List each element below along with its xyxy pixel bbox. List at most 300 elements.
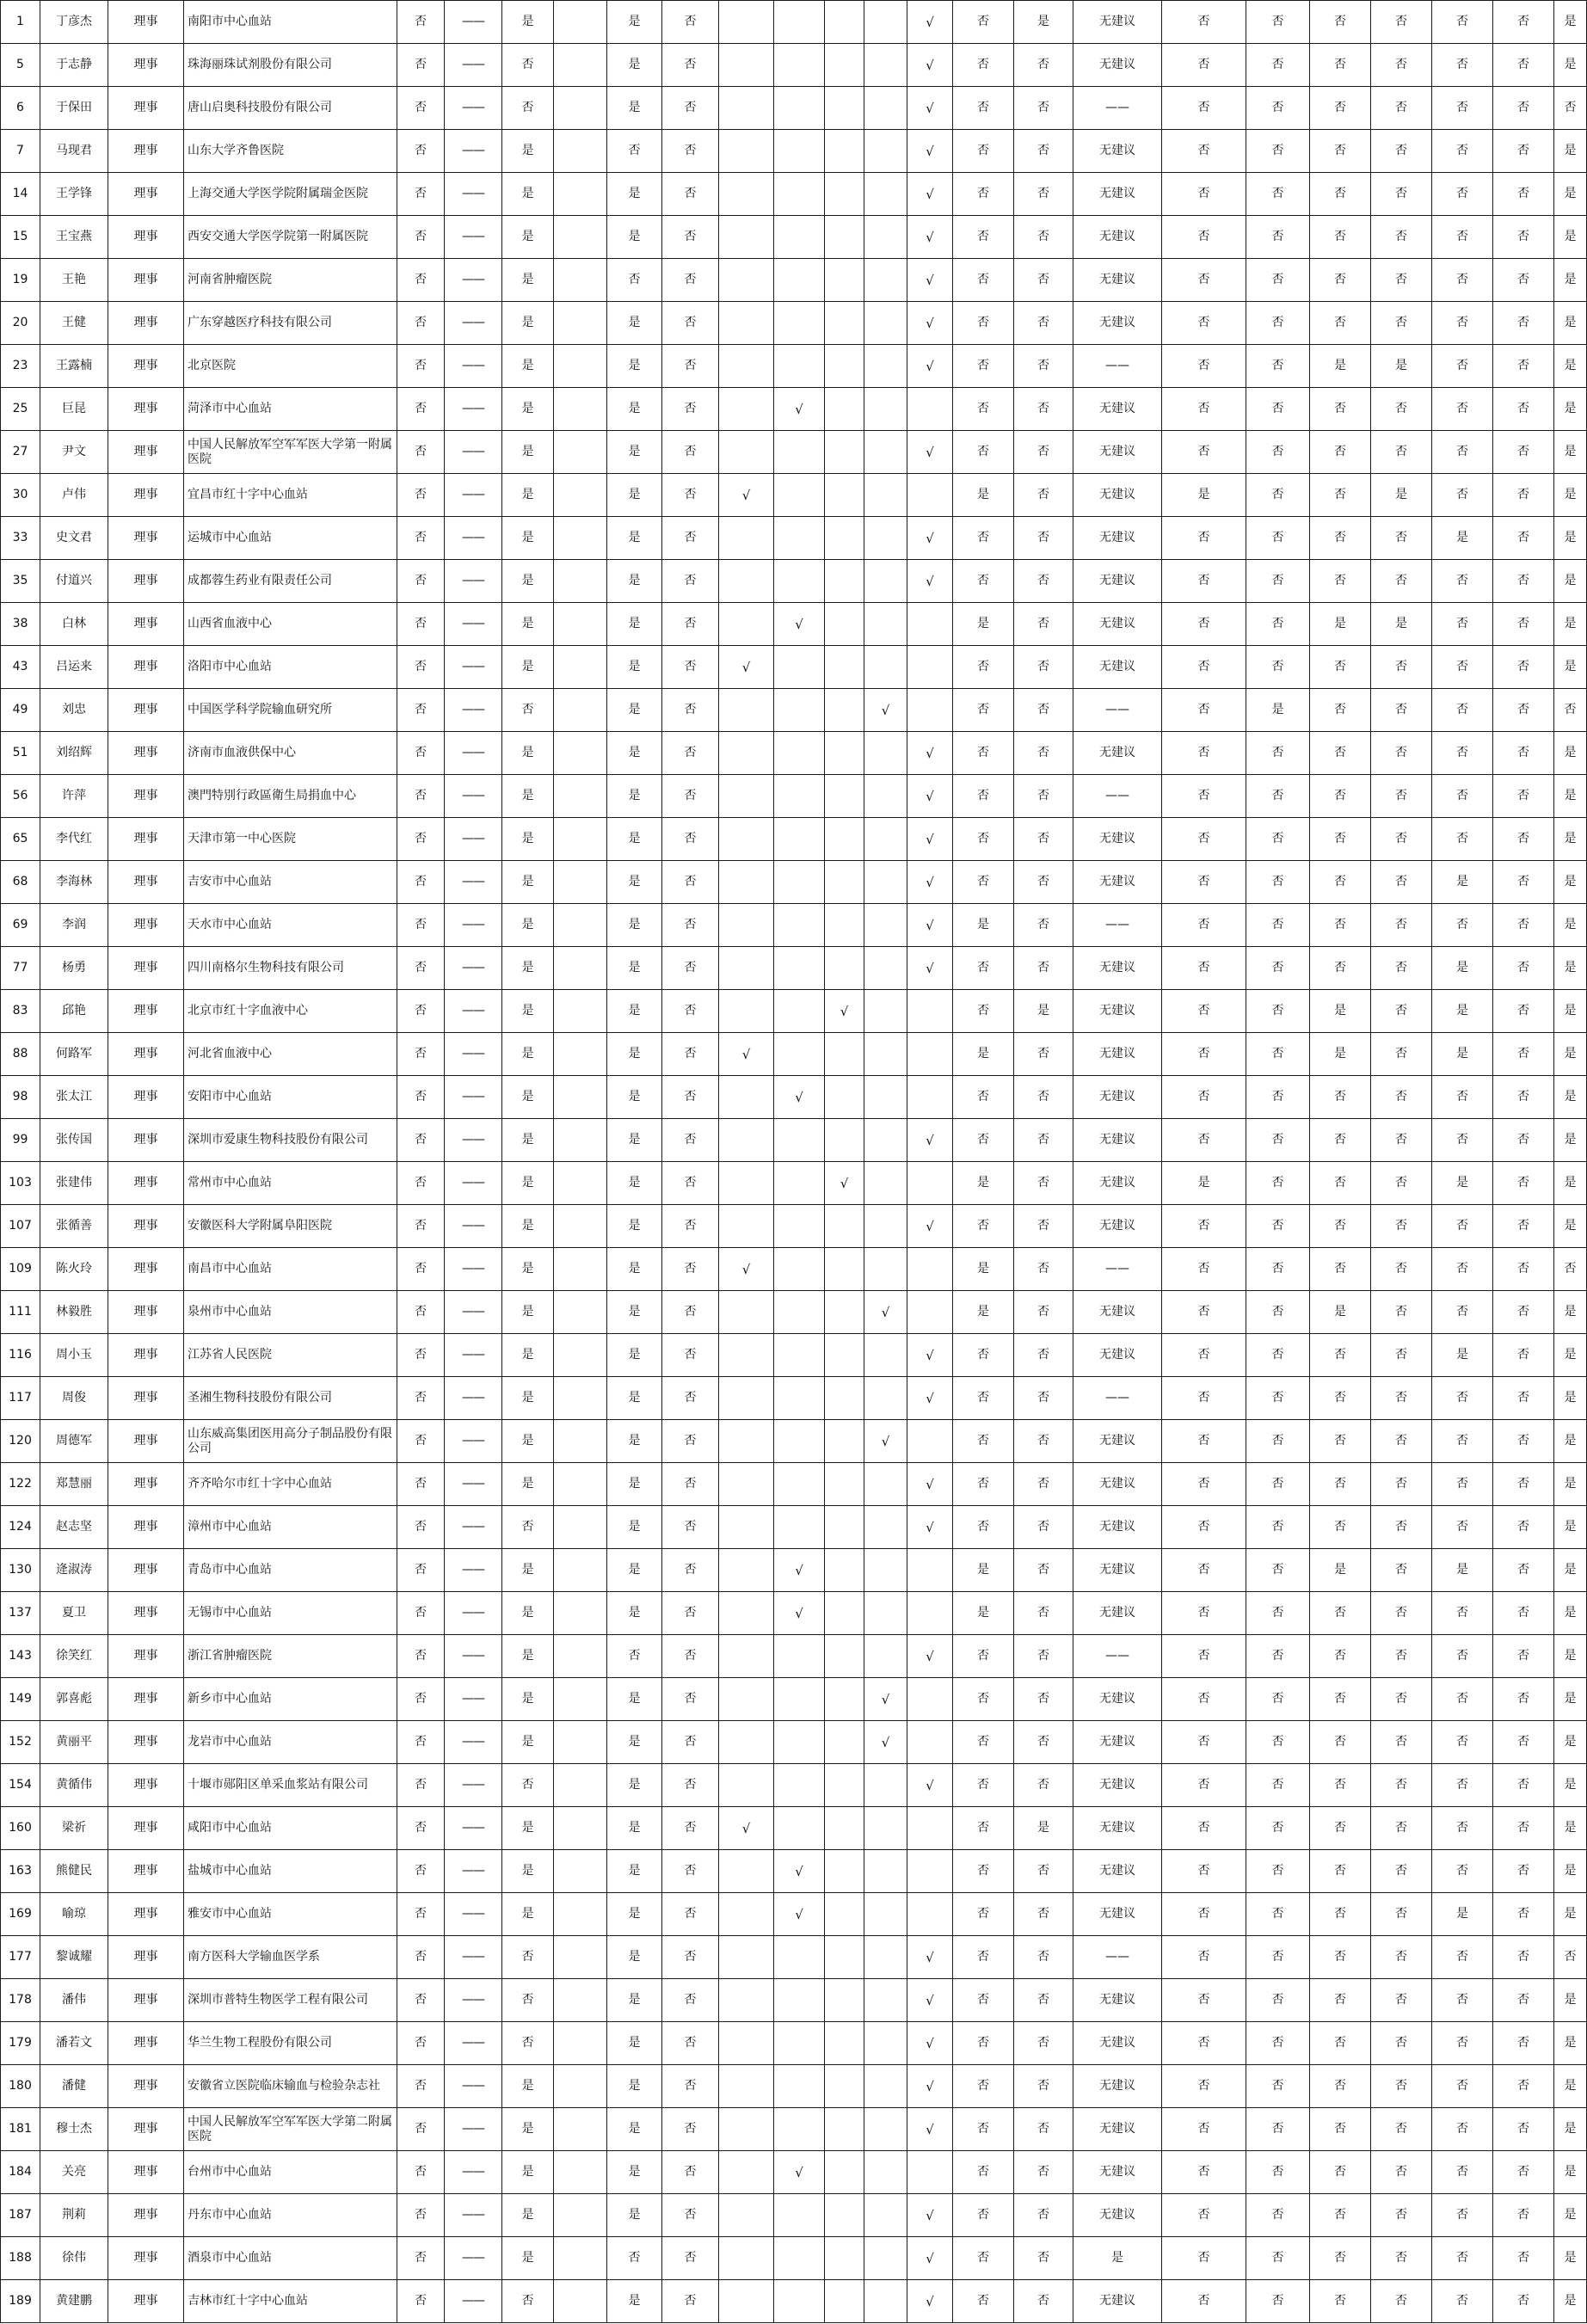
- table-cell: 是: [607, 44, 662, 86]
- table-cell: 否: [397, 345, 445, 387]
- check-mark-cell: [864, 947, 907, 989]
- table-cell: 否: [953, 345, 1014, 387]
- table-cell: 否: [1371, 1979, 1432, 2021]
- member-name: 喻琼: [40, 1893, 108, 1935]
- member-name: 周德军: [40, 1420, 108, 1462]
- member-organization: 南方医科大学输血医学系: [184, 1936, 397, 1978]
- check-mark-cell: [825, 1291, 864, 1333]
- table-cell: 否: [1246, 1979, 1310, 2021]
- table-row: [1, 431, 1587, 474]
- member-organization: 天水市中心血站: [184, 904, 397, 946]
- table-cell: [554, 1764, 607, 1806]
- check-mark-cell: [825, 1979, 864, 2021]
- table-cell: 无建议: [1073, 2280, 1162, 2322]
- check-mark-cell: [907, 990, 953, 1032]
- table-cell: 是: [502, 1850, 554, 1892]
- table-cell: 否: [1371, 130, 1432, 172]
- table-cell: 否: [1493, 259, 1554, 301]
- table-cell: 是: [1554, 1807, 1587, 1849]
- check-mark-cell: [774, 1248, 825, 1290]
- member-role: 理事: [108, 517, 184, 559]
- member-organization: 吉林市红十字中心血站: [184, 2280, 397, 2322]
- table-cell: 否: [1493, 2280, 1554, 2322]
- table-cell: 否: [1246, 560, 1310, 602]
- table-cell: 否: [1493, 1764, 1554, 1806]
- table-cell: 否: [397, 1979, 445, 2021]
- table-cell: 否: [1014, 87, 1073, 129]
- check-mark-cell: [719, 1635, 774, 1677]
- member-name: 何路军: [40, 1033, 108, 1075]
- member-organization: 成都蓉生药业有限责任公司: [184, 560, 397, 602]
- table-cell: ——: [445, 1936, 502, 1978]
- check-mark-cell: [825, 689, 864, 731]
- table-cell: 否: [1493, 560, 1554, 602]
- table-cell: ——: [445, 87, 502, 129]
- table-row: [1, 1377, 1587, 1420]
- check-mark-cell: [864, 1248, 907, 1290]
- table-cell: [554, 1979, 607, 2021]
- check-mark-cell: [774, 947, 825, 989]
- table-cell: 否: [1246, 818, 1310, 860]
- table-cell: 否: [953, 1377, 1014, 1419]
- table-cell: 否: [1493, 1979, 1554, 2021]
- table-cell: 否: [1310, 1420, 1371, 1462]
- table-cell: 否: [1493, 216, 1554, 258]
- table-cell: 是: [502, 861, 554, 903]
- check-mark-cell: [719, 302, 774, 344]
- table-cell: 否: [397, 87, 445, 129]
- member-organization: 河南省肿瘤医院: [184, 259, 397, 301]
- check-mark-cell: [774, 1420, 825, 1462]
- table-cell: 是: [502, 173, 554, 215]
- check-mark-cell: [774, 302, 825, 344]
- check-mark-cell: [719, 216, 774, 258]
- table-cell: 否: [953, 1506, 1014, 1548]
- table-row: [1, 173, 1587, 216]
- check-mark-cell: [719, 2065, 774, 2107]
- table-cell: [554, 1, 607, 43]
- check-mark-cell: [719, 87, 774, 129]
- table-cell: 是: [502, 1076, 554, 1118]
- member-role: 理事: [108, 1592, 184, 1634]
- check-mark-cell: [825, 646, 864, 688]
- table-cell: 无建议: [1073, 1506, 1162, 1548]
- table-cell: 否: [1493, 1291, 1554, 1333]
- table-cell: [554, 1506, 607, 1548]
- table-cell: 否: [1014, 1033, 1073, 1075]
- row-number: 184: [1, 2151, 40, 2193]
- table-cell: 否: [1432, 775, 1493, 817]
- table-cell: 否: [1371, 1807, 1432, 1849]
- table-cell: 否: [1162, 1291, 1246, 1333]
- table-cell: 否: [662, 861, 719, 903]
- member-organization: 山西省血液中心: [184, 603, 397, 645]
- table-cell: 是: [1246, 689, 1310, 731]
- table-cell: 是: [1371, 474, 1432, 516]
- row-number: 98: [1, 1076, 40, 1118]
- table-cell: 否: [662, 1291, 719, 1333]
- table-cell: 无建议: [1073, 2108, 1162, 2150]
- table-cell: 否: [502, 87, 554, 129]
- table-cell: 无建议: [1073, 818, 1162, 860]
- table-cell: 否: [1371, 646, 1432, 688]
- table-cell: 否: [1371, 1936, 1432, 1978]
- table-cell: 否: [1371, 388, 1432, 430]
- table-cell: 否: [1310, 130, 1371, 172]
- table-cell: 否: [1014, 904, 1073, 946]
- table-cell: 否: [1371, 947, 1432, 989]
- table-row: [1, 1850, 1587, 1893]
- table-cell: 否: [397, 1893, 445, 1935]
- member-role: 理事: [108, 1, 184, 43]
- table-cell: 是: [607, 173, 662, 215]
- table-cell: 否: [1162, 345, 1246, 387]
- member-organization: 山东大学齐鲁医院: [184, 130, 397, 172]
- table-cell: 无建议: [1073, 302, 1162, 344]
- table-cell: 否: [1014, 2280, 1073, 2322]
- table-cell: 是: [607, 216, 662, 258]
- check-mark-cell: [864, 1893, 907, 1935]
- member-role: 理事: [108, 1420, 184, 1462]
- member-role: 理事: [108, 646, 184, 688]
- check-mark-cell: √: [907, 560, 953, 602]
- table-cell: 否: [1371, 1248, 1432, 1290]
- member-organization: 咸阳市中心血站: [184, 1807, 397, 1849]
- row-number: 107: [1, 1205, 40, 1247]
- check-mark-cell: √: [774, 1076, 825, 1118]
- table-cell: 否: [1493, 2108, 1554, 2150]
- table-cell: 是: [1554, 173, 1587, 215]
- check-mark-cell: [719, 1721, 774, 1763]
- member-organization: 龙岩市中心血站: [184, 1721, 397, 1763]
- table-cell: 否: [1432, 173, 1493, 215]
- table-cell: 无建议: [1073, 173, 1162, 215]
- table-cell: 无建议: [1073, 44, 1162, 86]
- check-mark-cell: [774, 1979, 825, 2021]
- table-cell: 无建议: [1073, 474, 1162, 516]
- table-row: [1, 1, 1587, 44]
- table-cell: 否: [1246, 1807, 1310, 1849]
- check-mark-cell: [907, 1549, 953, 1591]
- table-cell: 否: [397, 173, 445, 215]
- member-name: 刘忠: [40, 689, 108, 731]
- table-row: [1, 1721, 1587, 1764]
- table-cell: [554, 87, 607, 129]
- check-mark-cell: √: [907, 1119, 953, 1161]
- table-cell: 否: [1493, 173, 1554, 215]
- table-cell: 否: [1310, 517, 1371, 559]
- table-cell: 否: [1014, 1248, 1073, 1290]
- member-name: 潘若文: [40, 2022, 108, 2064]
- table-cell: 否: [1246, 947, 1310, 989]
- table-cell: ——: [445, 474, 502, 516]
- table-cell: ——: [445, 947, 502, 989]
- table-cell: 否: [1432, 732, 1493, 774]
- check-mark-cell: [907, 603, 953, 645]
- table-cell: 否: [1371, 259, 1432, 301]
- table-cell: ——: [445, 1033, 502, 1075]
- row-number: 65: [1, 818, 40, 860]
- table-cell: 是: [1554, 732, 1587, 774]
- member-organization: 安徽医科大学附属阜阳医院: [184, 1205, 397, 1247]
- member-organization: 洛阳市中心血站: [184, 646, 397, 688]
- table-cell: 否: [1014, 1162, 1073, 1204]
- row-number: 20: [1, 302, 40, 344]
- table-cell: 是: [1554, 1635, 1587, 1677]
- table-cell: 是: [502, 1592, 554, 1634]
- check-mark-cell: √: [907, 302, 953, 344]
- table-cell: 是: [607, 775, 662, 817]
- table-cell: 否: [1310, 1635, 1371, 1677]
- table-cell: 否: [1014, 1119, 1073, 1161]
- member-organization: 丹东市中心血站: [184, 2194, 397, 2236]
- table-cell: 否: [1371, 1291, 1432, 1333]
- check-mark-cell: [864, 2065, 907, 2107]
- check-mark-cell: [774, 1033, 825, 1075]
- table-cell: 是: [1554, 818, 1587, 860]
- table-cell: 否: [953, 775, 1014, 817]
- member-organization: 宜昌市红十字中心血站: [184, 474, 397, 516]
- check-mark-cell: √: [907, 1979, 953, 2021]
- table-row: [1, 2237, 1587, 2280]
- table-cell: 否: [1246, 1119, 1310, 1161]
- table-cell: 否: [1246, 732, 1310, 774]
- table-cell: 是: [607, 431, 662, 473]
- table-cell: 否: [1246, 1463, 1310, 1505]
- table-cell: 否: [1162, 732, 1246, 774]
- table-cell: 否: [662, 2280, 719, 2322]
- table-cell: 否: [1371, 1377, 1432, 1419]
- table-cell: 否: [1014, 818, 1073, 860]
- table-cell: 否: [1246, 431, 1310, 473]
- table-cell: 是: [1554, 1420, 1587, 1462]
- table-cell: 否: [1432, 1506, 1493, 1548]
- table-cell: 否: [1246, 1248, 1310, 1290]
- table-cell: 否: [1162, 1205, 1246, 1247]
- table-row: [1, 1033, 1587, 1076]
- table-cell: 否: [1246, 2237, 1310, 2279]
- table-cell: 否: [1246, 1678, 1310, 1720]
- table-cell: 否: [1014, 2065, 1073, 2107]
- table-cell: 否: [1493, 1033, 1554, 1075]
- table-cell: 否: [1432, 1420, 1493, 1462]
- check-mark-cell: [774, 1291, 825, 1333]
- table-cell: 否: [953, 1, 1014, 43]
- table-cell: 否: [1246, 1420, 1310, 1462]
- check-mark-cell: [864, 302, 907, 344]
- table-cell: 是: [607, 2194, 662, 2236]
- table-cell: 是: [1554, 517, 1587, 559]
- table-cell: 否: [1493, 1076, 1554, 1118]
- table-cell: 否: [953, 1979, 1014, 2021]
- member-role: 理事: [108, 216, 184, 258]
- table-cell: 是: [1554, 603, 1587, 645]
- table-cell: [554, 732, 607, 774]
- check-mark-cell: [825, 1377, 864, 1419]
- table-cell: 无建议: [1073, 1119, 1162, 1161]
- check-mark-cell: √: [907, 517, 953, 559]
- table-cell: 否: [1014, 603, 1073, 645]
- table-cell: 否: [1014, 1549, 1073, 1591]
- check-mark-cell: [864, 646, 907, 688]
- member-name: 尹文: [40, 431, 108, 473]
- table-cell: 是: [607, 1764, 662, 1806]
- check-mark-cell: [719, 1893, 774, 1935]
- check-mark-cell: [825, 130, 864, 172]
- table-cell: 否: [1014, 517, 1073, 559]
- table-cell: 是: [607, 947, 662, 989]
- check-mark-cell: [825, 1549, 864, 1591]
- table-cell: 是: [502, 388, 554, 430]
- table-cell: 否: [1371, 1592, 1432, 1634]
- check-mark-cell: [774, 345, 825, 387]
- table-cell: 否: [1310, 2194, 1371, 2236]
- table-cell: 否: [662, 1033, 719, 1075]
- table-cell: 是: [502, 1033, 554, 1075]
- table-cell: 否: [1493, 87, 1554, 129]
- member-name: 张建伟: [40, 1162, 108, 1204]
- table-cell: 否: [1246, 1506, 1310, 1548]
- check-mark-cell: [774, 431, 825, 473]
- table-cell: 是: [502, 431, 554, 473]
- table-cell: 无建议: [1073, 560, 1162, 602]
- member-organization: 西安交通大学医学院第一附属医院: [184, 216, 397, 258]
- table-cell: 否: [1310, 1936, 1371, 1978]
- table-cell: 否: [1432, 431, 1493, 473]
- table-cell: 否: [1493, 1463, 1554, 1505]
- table-cell: 否: [1162, 1248, 1246, 1290]
- table-cell: 否: [662, 1979, 719, 2021]
- table-cell: ——: [445, 259, 502, 301]
- table-cell: 否: [1310, 474, 1371, 516]
- table-cell: 无建议: [1073, 947, 1162, 989]
- member-role: 理事: [108, 1678, 184, 1720]
- table-cell: 是: [502, 1635, 554, 1677]
- table-cell: 否: [1246, 2194, 1310, 2236]
- table-cell: 否: [1371, 1162, 1432, 1204]
- row-number: 19: [1, 259, 40, 301]
- table-cell: ——: [445, 345, 502, 387]
- table-cell: 是: [502, 1248, 554, 1290]
- table-cell: 是: [1554, 2108, 1587, 2150]
- check-mark-cell: [719, 1205, 774, 1247]
- table-cell: 否: [662, 1, 719, 43]
- table-cell: 是: [502, 560, 554, 602]
- table-cell: 是: [1554, 1979, 1587, 2021]
- table-cell: ——: [1073, 775, 1162, 817]
- check-mark-cell: [907, 1248, 953, 1290]
- table-cell: 否: [1310, 1076, 1371, 1118]
- table-cell: 是: [502, 2237, 554, 2279]
- table-cell: 无建议: [1073, 388, 1162, 430]
- table-cell: 否: [662, 990, 719, 1032]
- table-cell: 否: [1310, 818, 1371, 860]
- table-cell: 否: [397, 302, 445, 344]
- table-cell: 否: [1246, 2151, 1310, 2193]
- table-cell: ——: [445, 1076, 502, 1118]
- row-number: 38: [1, 603, 40, 645]
- table-cell: 是: [1554, 1076, 1587, 1118]
- table-cell: ——: [445, 1850, 502, 1892]
- row-number: 7: [1, 130, 40, 172]
- table-cell: 否: [1310, 1850, 1371, 1892]
- table-cell: 是: [607, 302, 662, 344]
- table-cell: 否: [1371, 732, 1432, 774]
- table-cell: 否: [397, 1850, 445, 1892]
- table-cell: 否: [1371, 1119, 1432, 1161]
- row-number: 99: [1, 1119, 40, 1161]
- table-cell: 是: [607, 2280, 662, 2322]
- table-cell: 否: [1493, 1850, 1554, 1892]
- table-cell: 否: [662, 1635, 719, 1677]
- table-cell: ——: [445, 173, 502, 215]
- member-name: 杨勇: [40, 947, 108, 989]
- table-cell: 否: [1162, 1721, 1246, 1763]
- table-cell: 否: [1014, 1979, 1073, 2021]
- table-cell: ——: [445, 904, 502, 946]
- table-cell: 否: [662, 431, 719, 473]
- table-cell: 是: [607, 1076, 662, 1118]
- table-cell: [554, 1893, 607, 1935]
- table-cell: 否: [1162, 2065, 1246, 2107]
- member-role: 理事: [108, 947, 184, 989]
- table-cell: 否: [1310, 947, 1371, 989]
- member-name: 穆士杰: [40, 2108, 108, 2150]
- member-name: 于保田: [40, 87, 108, 129]
- member-name: 丁彦杰: [40, 1, 108, 43]
- table-cell: 否: [1371, 2237, 1432, 2279]
- table-cell: 否: [1432, 44, 1493, 86]
- table-cell: ——: [445, 1, 502, 43]
- table-cell: 否: [662, 1205, 719, 1247]
- check-mark-cell: [774, 2108, 825, 2150]
- member-role: 理事: [108, 1549, 184, 1591]
- check-mark-cell: √: [774, 2151, 825, 2193]
- table-cell: 否: [662, 2065, 719, 2107]
- check-mark-cell: [825, 1850, 864, 1892]
- table-cell: 否: [1162, 2280, 1246, 2322]
- table-cell: 否: [1432, 2280, 1493, 2322]
- table-cell: 否: [1432, 1936, 1493, 1978]
- table-cell: 否: [1310, 904, 1371, 946]
- check-mark-cell: [719, 1764, 774, 1806]
- check-mark-cell: [774, 44, 825, 86]
- check-mark-cell: √: [907, 2065, 953, 2107]
- check-mark-cell: [907, 1678, 953, 1720]
- table-cell: 否: [502, 1979, 554, 2021]
- row-number: 169: [1, 1893, 40, 1935]
- member-role: 理事: [108, 1162, 184, 1204]
- member-organization: 常州市中心血站: [184, 1162, 397, 1204]
- table-cell: 是: [502, 517, 554, 559]
- check-mark-cell: √: [864, 689, 907, 731]
- check-mark-cell: [719, 1678, 774, 1720]
- check-mark-cell: [907, 388, 953, 430]
- member-organization: 安徽省立医院临床输血与检验杂志社: [184, 2065, 397, 2107]
- table-cell: 否: [662, 1678, 719, 1720]
- table-cell: 是: [502, 1721, 554, 1763]
- table-cell: 否: [953, 1807, 1014, 1849]
- check-mark-cell: [864, 1549, 907, 1591]
- table-cell: 否: [1014, 44, 1073, 86]
- table-cell: 是: [502, 1678, 554, 1720]
- table-cell: 否: [1162, 1420, 1246, 1462]
- table-cell: 否: [662, 1549, 719, 1591]
- table-cell: 否: [1014, 775, 1073, 817]
- member-organization: 雅安市中心血站: [184, 1893, 397, 1935]
- table-cell: [554, 1850, 607, 1892]
- table-row: [1, 560, 1587, 603]
